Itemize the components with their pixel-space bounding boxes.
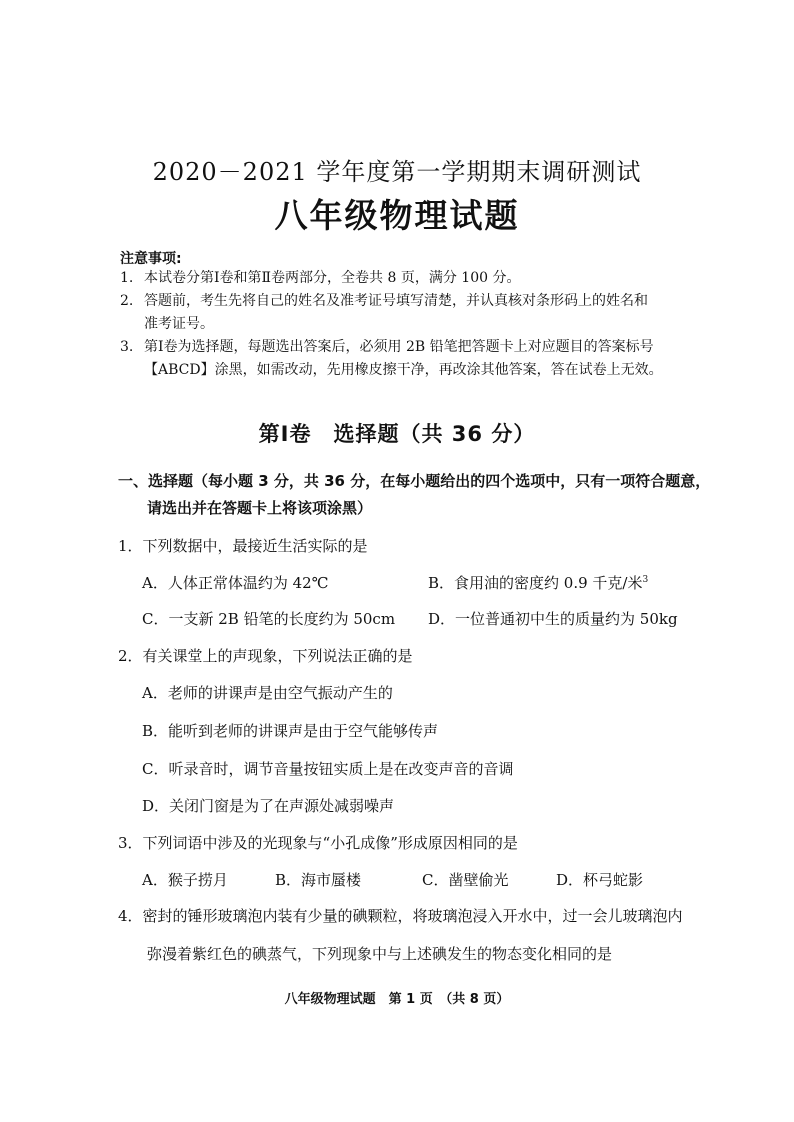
section-title: 第Ⅰ卷 选择题（共 36 分） bbox=[258, 422, 536, 446]
notice-item-2 bbox=[120, 291, 648, 311]
notice-heading: 注意事项: bbox=[120, 251, 182, 267]
question-2-option-a: A．老师的讲课声是由空气振动产生的 bbox=[142, 684, 393, 702]
exam-subtitle: 八年级物理试题 bbox=[274, 196, 520, 235]
question-2-option-c: C．听录音时，调节音量按钮实质上是在改变声音的音调 bbox=[142, 760, 514, 778]
notice-item-number: 3. bbox=[120, 339, 134, 355]
notice-item-3-cont: 【ABCD】涂黑，如需改动，先用橡皮擦干净，再改涂其他答案，答在试卷上无效。 bbox=[144, 362, 663, 378]
question-1-option-a: A．人体正常体温约为 42℃ bbox=[142, 574, 329, 592]
exam-title: 2020－2021 学年度第一学期期末调研测试 bbox=[152, 158, 642, 186]
notice-item-text: 本试卷分第Ⅰ卷和第Ⅱ卷两部分，全卷共 8 页，满分 100 分。 bbox=[144, 270, 521, 286]
page-footer: 八年级物理试题 第 1 页 （共 8 页） bbox=[284, 992, 510, 1007]
question-3-option-b: B．海市蜃楼 bbox=[275, 871, 362, 889]
question-1-option-b bbox=[428, 572, 648, 593]
question-3-stem: 3．下列词语中涉及的光现象与“小孔成像”形成原因相同的是 bbox=[118, 834, 518, 852]
question-1-stem: 1．下列数据中，最接近生活实际的是 bbox=[118, 537, 368, 555]
question-4-stem: 4．密封的锤形玻璃泡内装有少量的碘颗粒，将玻璃泡浸入开水中，过一会儿玻璃泡内 bbox=[118, 907, 683, 925]
question-1-option-d: D．一位普通初中生的质量约为 50kg bbox=[428, 610, 678, 628]
notice-item-number: 2. bbox=[120, 293, 134, 309]
question-1-option-c: C．一支新 2B 铅笔的长度约为 50cm bbox=[142, 610, 396, 628]
notice-item-text: 答题前，考生先将自己的姓名及准考证号填写清楚，并认真核对条形码上的姓名和 bbox=[144, 293, 648, 309]
part-instruction: 一、选择题（每小题 3 分，共 36 分，在每小题给出的四个选项中，只有一项符合题意， bbox=[118, 472, 711, 490]
part-instruction-cont: 请选出并在答题卡上将该项涂黑） bbox=[147, 499, 373, 517]
notice-item-number: 1. bbox=[120, 270, 134, 286]
question-2-option-d: D．关闭门窗是为了在声源处减弱噪声 bbox=[142, 797, 395, 815]
question-3-option-c: C．凿壁偷光 bbox=[422, 871, 509, 889]
notice-item-1 bbox=[120, 268, 520, 288]
notice-item-2-cont: 准考证号。 bbox=[144, 316, 214, 332]
question-3-option-a: A．猴子捞月 bbox=[142, 871, 228, 889]
notice-item-3 bbox=[120, 337, 654, 357]
notice-item-text: 第Ⅰ卷为选择题，每题选出答案后，必须用 2B 铅笔把答题卡上对应题目的答案标号 bbox=[144, 339, 654, 355]
option-text: B．食用油的密度约 0.9 千克/米 bbox=[428, 574, 643, 592]
question-2-stem: 2．有关课堂上的声现象，下列说法正确的是 bbox=[118, 647, 413, 665]
question-4-stem-cont: 弥漫着紫红色的碘蒸气，下列现象中与上述碘发生的物态变化相同的是 bbox=[147, 945, 613, 963]
question-2-option-b: B．能听到老师的讲课声是由于空气能够传声 bbox=[142, 722, 439, 740]
superscript: 3 bbox=[642, 575, 649, 585]
question-3-option-d: D．杯弓蛇影 bbox=[556, 871, 644, 889]
